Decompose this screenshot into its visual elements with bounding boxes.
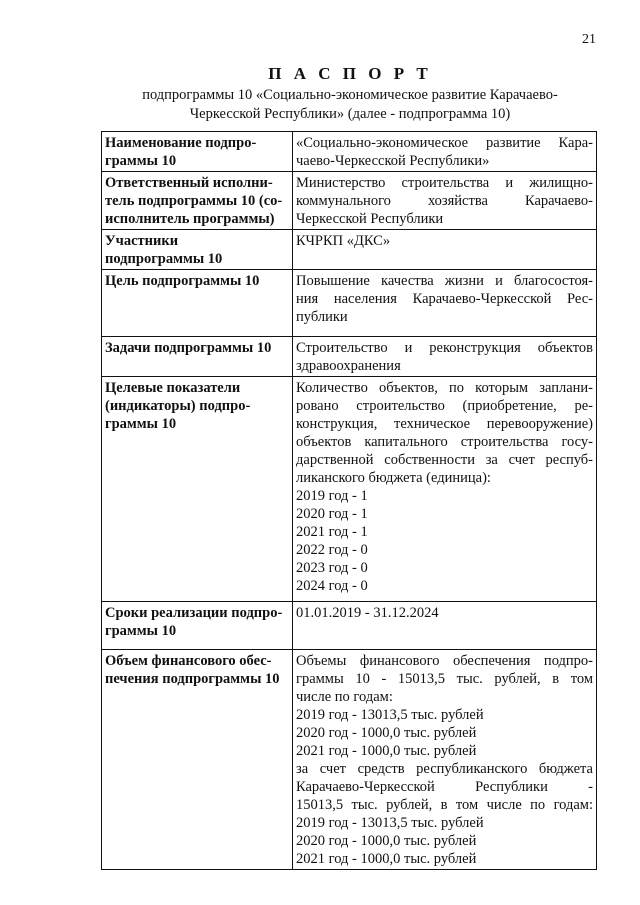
row-value bbox=[293, 377, 597, 602]
value-line: дарственной собственности за счет респуб- bbox=[296, 452, 593, 468]
label-line: печения подпрограммы 10 bbox=[105, 671, 280, 687]
value-line: Количество объектов, по которым заплани- bbox=[296, 380, 593, 396]
row-label bbox=[102, 337, 293, 377]
label-line: Цель подпрограммы 10 bbox=[105, 273, 260, 289]
label-line: исполнитель программы) bbox=[105, 211, 275, 227]
passport-row-terms bbox=[102, 602, 597, 650]
label-line: Задачи подпрограммы 10 bbox=[105, 340, 272, 356]
year-line: 2020 год - 1 bbox=[296, 506, 368, 522]
label-line: граммы 10 bbox=[105, 623, 177, 639]
passport-row-executor bbox=[102, 172, 597, 230]
value-line: Повышение качества жизни и благосостоя- bbox=[296, 273, 593, 289]
subtitle-line: подпрограммы 10 «Социально-экономическое развитие Карачаево- bbox=[142, 87, 558, 103]
value-line: коммунального хозяйства Карачаево- bbox=[296, 193, 593, 209]
row-label bbox=[102, 377, 293, 602]
value-line: 2019 год - 13013,5 тыс. рублей bbox=[296, 707, 484, 723]
label-line: Наименование подпро- bbox=[105, 135, 257, 151]
value-line: 01.01.2019 - 31.12.2024 bbox=[296, 605, 439, 621]
value-line: Министерство строительства и жилищно- bbox=[296, 175, 593, 191]
value-line: 2021 год - 1000,0 тыс. рублей bbox=[296, 743, 477, 759]
row-value bbox=[293, 602, 597, 650]
year-line: 2021 год - 1 bbox=[296, 524, 368, 540]
value-line: 2020 год - 1000,0 тыс. рублей bbox=[296, 833, 477, 849]
value-line: Строительство и реконструкция объектов bbox=[296, 340, 593, 356]
label-line: Сроки реализации подпро- bbox=[105, 605, 283, 621]
value-line: 2021 год - 1000,0 тыс. рублей bbox=[296, 851, 477, 867]
row-label bbox=[102, 602, 293, 650]
year-line: 2023 год - 0 bbox=[296, 560, 368, 576]
value-line: граммы 10 - 15013,5 тыс. рублей, в том bbox=[296, 671, 593, 687]
value-line: конструкция, техническое перевооружение) bbox=[296, 416, 593, 432]
passport-row-participants bbox=[102, 230, 597, 270]
value-line: 2019 год - 13013,5 тыс. рублей bbox=[296, 815, 484, 831]
value-line: ния населения Карачаево-Черкесской Рес- bbox=[296, 291, 593, 307]
passport-row-name bbox=[102, 132, 597, 172]
row-value bbox=[293, 270, 597, 337]
value-line: числе по годам: bbox=[296, 689, 393, 705]
label-line: граммы 10 bbox=[105, 416, 177, 432]
document-title: П А С П О Р Т bbox=[268, 64, 432, 83]
value-line: 15013,5 тыс. рублей, в том числе по годам: bbox=[296, 797, 593, 813]
label-line: подпрограммы 10 bbox=[105, 251, 223, 267]
row-value bbox=[293, 230, 597, 270]
value-line: за счет средств республиканского бюджета bbox=[296, 761, 593, 777]
row-value bbox=[293, 337, 597, 377]
value-line: ликанского бюджета (единица): bbox=[296, 470, 491, 486]
row-label bbox=[102, 172, 293, 230]
label-line: Ответственный исполни- bbox=[105, 175, 273, 191]
label-line: тель подпрограммы 10 (со- bbox=[105, 193, 283, 209]
year-line: 2019 год - 1 bbox=[296, 488, 368, 504]
subtitle-line: Черкесской Республики» (далее - подпрограмма 10) bbox=[189, 106, 511, 122]
passport-row-tasks bbox=[102, 337, 597, 377]
row-label bbox=[102, 650, 293, 870]
row-label bbox=[102, 270, 293, 337]
year-line: 2024 год - 0 bbox=[296, 578, 368, 594]
value-line: ровано строительство (приобретение, ре- bbox=[296, 398, 593, 414]
value-line: здравоохранения bbox=[296, 358, 401, 374]
passport-row-indicators bbox=[102, 377, 597, 602]
row-value bbox=[293, 132, 597, 172]
value-line: «Социально-экономическое развитие Кара- bbox=[296, 135, 593, 151]
value-line: публики bbox=[296, 309, 348, 325]
document-subtitle bbox=[130, 86, 570, 124]
year-line: 2022 год - 0 bbox=[296, 542, 368, 558]
value-line: Карачаево-Черкесской Республики - bbox=[296, 779, 593, 795]
passport-row-funding bbox=[102, 650, 597, 870]
value-line: Черкесской Республики bbox=[296, 211, 444, 227]
page-number: 21 bbox=[582, 32, 596, 47]
label-line: Участники bbox=[105, 233, 179, 249]
label-line: граммы 10 bbox=[105, 153, 177, 169]
label-line: (индикаторы) подпро- bbox=[105, 398, 251, 414]
row-value bbox=[293, 172, 597, 230]
value-line: объектов капитального строительства госу- bbox=[296, 434, 593, 450]
passport-table bbox=[101, 131, 597, 870]
label-line: Объем финансового обес- bbox=[105, 653, 272, 669]
value-line: Объемы финансового обеспечения подпро- bbox=[296, 653, 593, 669]
passport-row-goal bbox=[102, 270, 597, 337]
row-label bbox=[102, 132, 293, 172]
row-value bbox=[293, 650, 597, 870]
row-label bbox=[102, 230, 293, 270]
label-line: Целевые показатели bbox=[105, 380, 241, 396]
value-line: чаево-Черкесской Республики» bbox=[296, 153, 490, 169]
value-line: КЧРКП «ДКС» bbox=[296, 233, 391, 249]
value-line: 2020 год - 1000,0 тыс. рублей bbox=[296, 725, 477, 741]
